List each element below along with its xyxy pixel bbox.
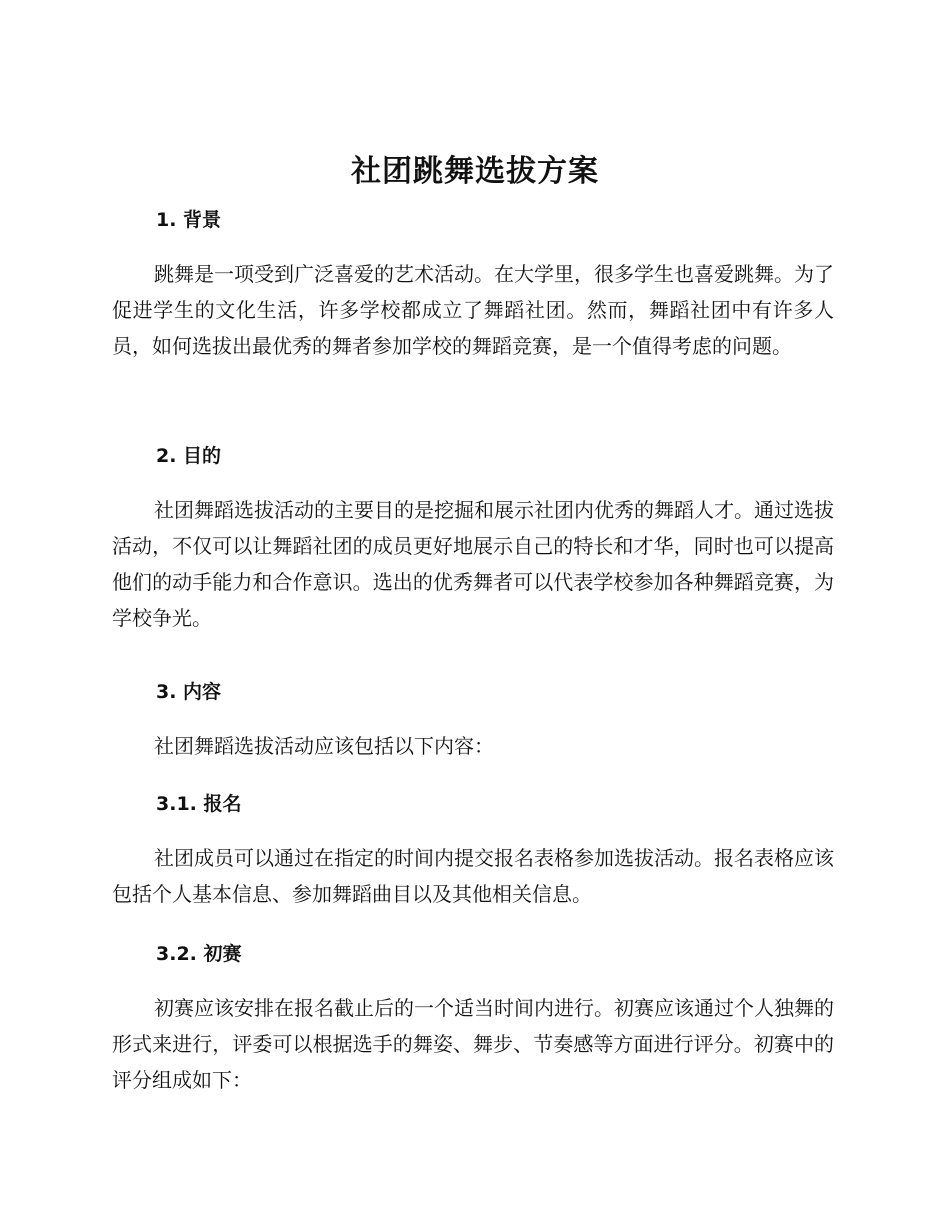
section-text-content: 社团舞蹈选拔活动应该包括以下内容： <box>154 734 494 758</box>
section-text-preliminary: 初赛应该安排在报名截止后的一个适当时间内进行。初赛应该通过个人独舞的形式来进行，评委可以根据选手的舞姿、舞步、节奏感等方面进行评分。初赛中的评分组成如下： <box>112 996 834 1092</box>
section-text-background: 跳舞是一项受到广泛喜爱的艺术活动。在大学里，很多学生也喜爱跳舞。为了促进学生的文化生活，许多学校都成立了舞蹈社团。然而，舞蹈社团中有许多人员，如何选拔出最优秀的舞者参加学校的舞蹈竞赛，是一个值得考虑的问题。 <box>112 262 834 358</box>
section-heading-preliminary: 3.2. 初赛 <box>156 943 242 965</box>
section-heading-registration: 3.1. 报名 <box>156 793 242 815</box>
document-title: 社团跳舞选拔方案 <box>351 154 599 189</box>
section-heading-content: 3. 内容 <box>156 681 222 703</box>
section-text-purpose: 社团舞蹈选拔活动的主要目的是挖掘和展示社团内优秀的舞蹈人才。通过选拔活动，不仅可以让舞蹈社团的成员更好地展示自己的特长和才华，同时也可以提高他们的动手能力和合作意识。选出的优秀舞者可以代表学校参加各种舞蹈竞赛，为学校争光。 <box>112 498 834 630</box>
section-text-registration: 社团成员可以通过在指定的时间内提交报名表格参加选拔活动。报名表格应该包括个人基本信息、参加舞蹈曲目以及其他相关信息。 <box>112 846 834 906</box>
section-heading-purpose: 2. 目的 <box>156 445 222 467</box>
section-heading-background: 1. 背景 <box>156 209 222 231</box>
